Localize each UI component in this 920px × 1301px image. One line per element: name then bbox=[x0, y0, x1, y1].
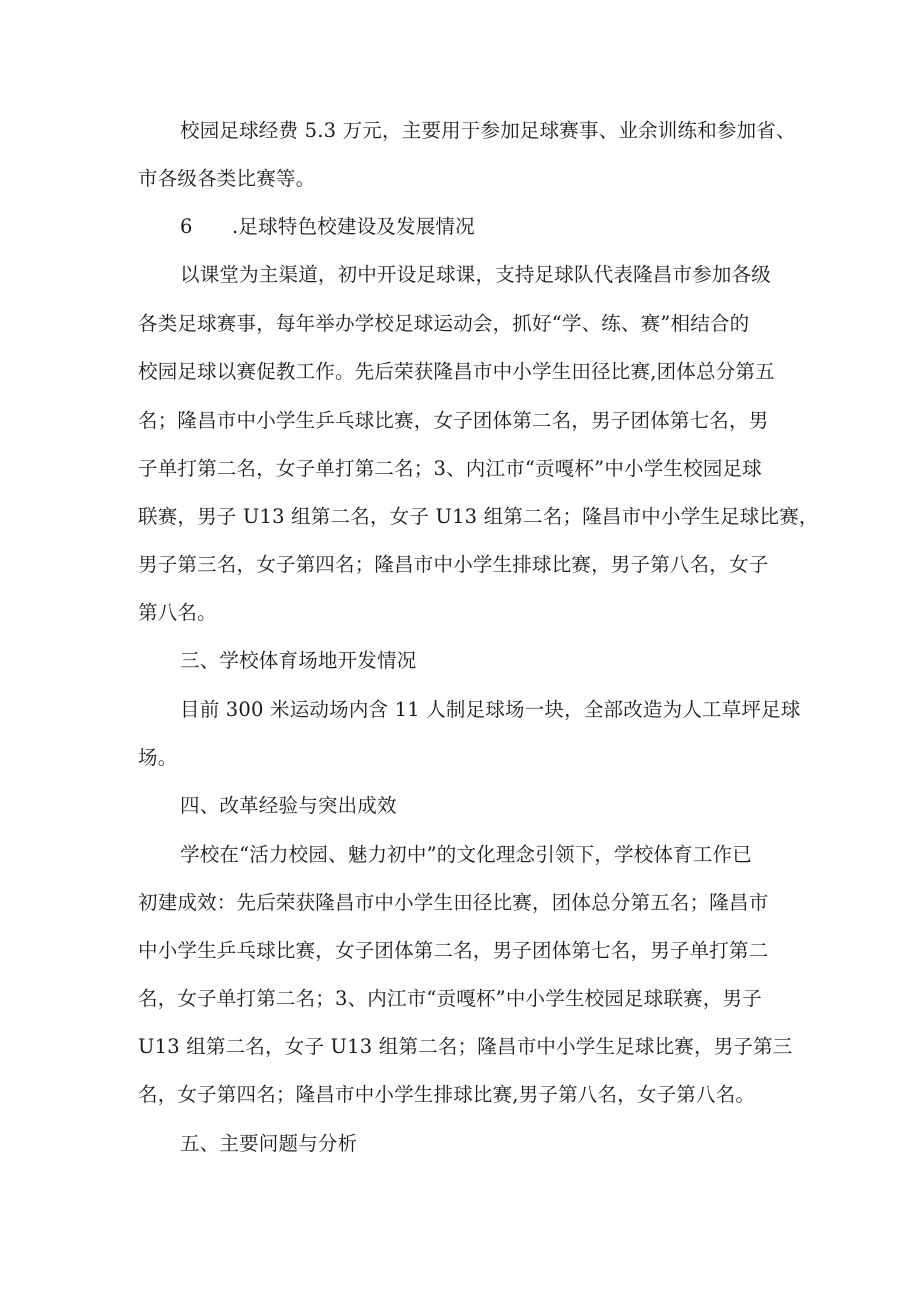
section-heading: 四、改革经验与突出成效 bbox=[180, 794, 397, 817]
paragraph-line: 场。 bbox=[138, 746, 178, 769]
paragraph-line: 校园足球以赛促教工作。先后荣获隆昌市中小学生田径比赛,团体总分第五 bbox=[138, 360, 775, 383]
paragraph-line: U13 组第二名，女子 U13 组第二名；隆昌市中小学生足球比赛，男子第三 bbox=[138, 1035, 793, 1058]
paragraph-line: 联赛，男子 U13 组第二名，女子 U13 组第二名；隆昌市中小学生足球比赛， bbox=[138, 505, 819, 528]
paragraph-line: 中小学生乒乓球比赛，女子团体第二名，男子团体第七名，男子单打第二 bbox=[138, 939, 769, 962]
paragraph-line: 各类足球赛事，每年举办学校足球运动会，抓好“学、练、赛”相结合的 bbox=[138, 312, 750, 335]
paragraph-line: 市各级各类比赛等。 bbox=[138, 167, 316, 190]
paragraph-line: 校园足球经费 5.3 万元，主要用于参加足球赛事、业余训练和参加省、 bbox=[180, 119, 796, 142]
paragraph-line: 以课堂为主渠道，初中开设足球课，支持足球队代表隆昌市参加各级 bbox=[180, 263, 772, 286]
section-number: 6 bbox=[180, 215, 193, 238]
paragraph-line: 目前 300 米运动场内含 11 人制足球场一块，全部改造为人工草坪足球 bbox=[180, 698, 801, 721]
paragraph-line: 名，女子单打第二名；3、内江市“贡嘎杯”中小学生校园足球联赛，男子 bbox=[138, 987, 762, 1010]
paragraph-line: 名，女子第四名；隆昌市中小学生排球比赛,男子第八名，女子第八名。 bbox=[138, 1083, 756, 1106]
paragraph-line: 初建成效：先后荣获隆昌市中小学生田径比赛，团体总分第五名；隆昌市 bbox=[138, 891, 769, 914]
paragraph-line: 第八名。 bbox=[138, 601, 217, 624]
section-heading: 三、学校体育场地开发情况 bbox=[180, 649, 417, 672]
paragraph-line: 子单打第二名，女子单打第二名；3、内江市“贡嘎杯”中小学生校园足球 bbox=[138, 457, 762, 480]
section-title: .足球特色校建设及发展情况 bbox=[232, 215, 475, 238]
paragraph-line: 学校在“活力校园、魅力初中”的文化理念引领下，学校体育工作已 bbox=[180, 843, 752, 866]
paragraph-line: 名；隆昌市中小学生乒乓球比赛，女子团体第二名，男子团体第七名，男 bbox=[138, 409, 769, 432]
paragraph-line: 男子第三名，女子第四名；隆昌市中小学生排球比赛，男子第八名，女子 bbox=[138, 553, 769, 576]
section-heading: 五、主要问题与分析 bbox=[180, 1132, 358, 1155]
